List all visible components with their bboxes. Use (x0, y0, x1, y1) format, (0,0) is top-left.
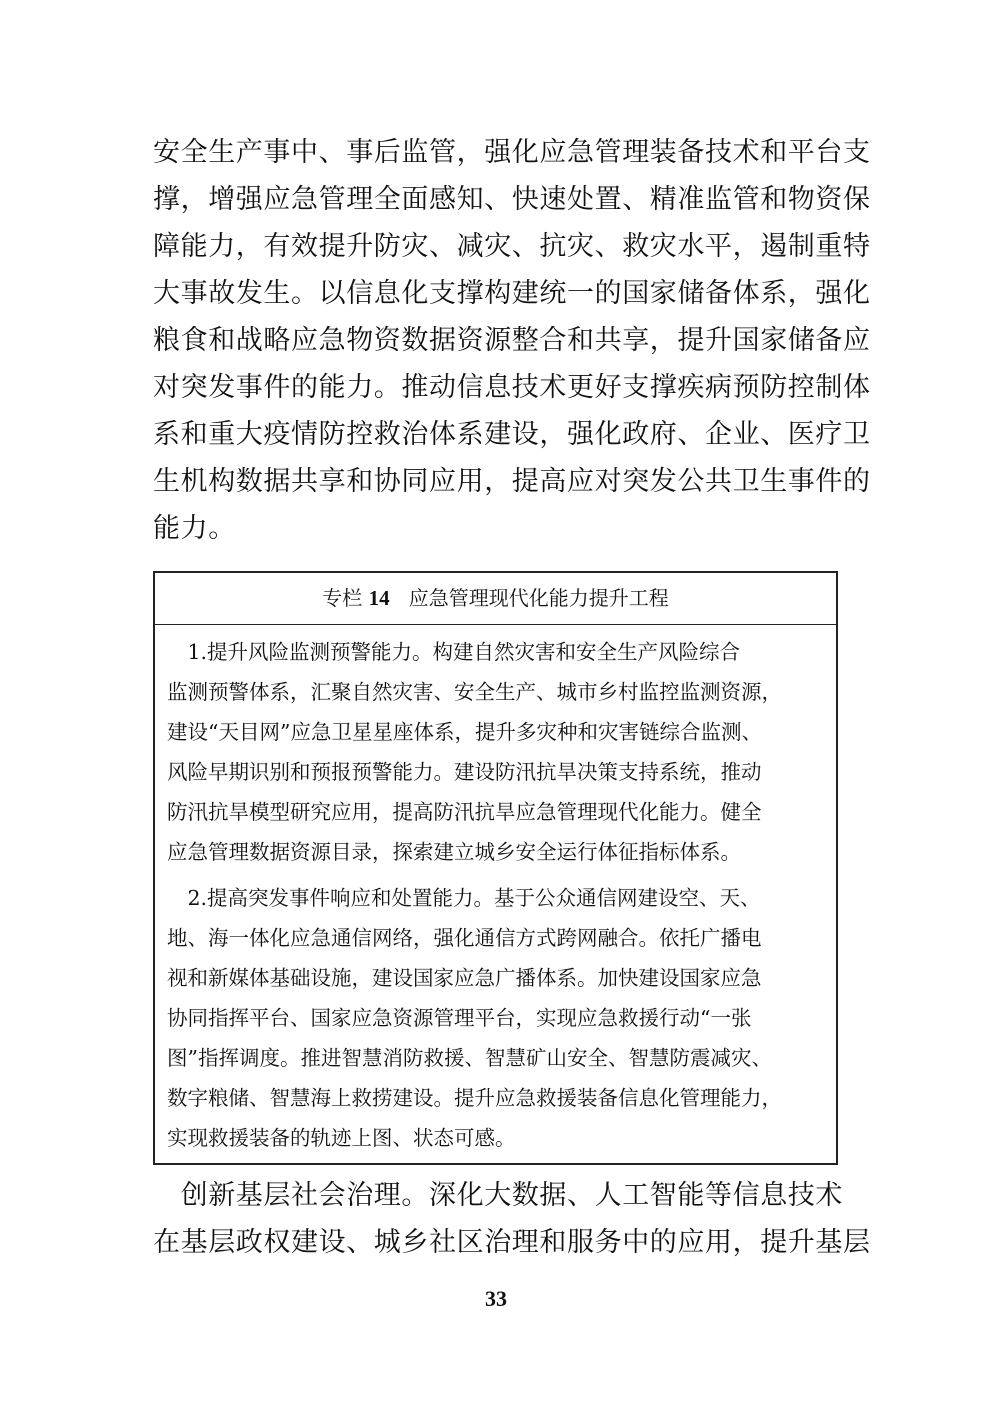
column-title-prefix: 专栏 (322, 586, 363, 610)
column-text-line: 建设“天目网”应急卫星星座体系，提升多灾种和灾害链综合监测、 (167, 720, 762, 744)
text-line: 大事故发生。以信息化支撑构建统一的国家储备体系，强化 (153, 278, 871, 309)
column-box-title (155, 573, 836, 625)
column-text-line: 监测预警体系，汇聚自然灾害、安全生产、城市乡村监控监测资源， (167, 680, 782, 704)
column-text-line: 防汛抗旱模型研究应用，提高防汛抗旱应急管理现代化能力。健全 (167, 800, 762, 824)
column-text-line: 协同指挥平台、国家应急资源管理平台，实现应急救援行动“一张 (167, 1006, 752, 1030)
column-text-line: 1.提升风险监测预警能力。构建自然灾害和安全生产风险综合 (167, 640, 741, 664)
column-text-line: 数字粮储、智慧海上救捞建设。提升应急救援装备信息化管理能力， (167, 1086, 782, 1110)
column-box (153, 571, 838, 1165)
text-line: 障能力，有效提升防灾、减灾、抗灾、救灾水平，遏制重特 (153, 231, 871, 262)
text-line: 在基层政权建设、城乡社区治理和服务中的应用，提升基层 (153, 1227, 871, 1258)
column-title-text: 应急管理现代化能力提升工程 (408, 586, 669, 610)
column-text-line: 实现救援装备的轨迹上图、状态可感。 (167, 1126, 516, 1150)
text-line: 撑，增强应急管理全面感知、快速处置、精准监管和物资保 (153, 184, 871, 215)
text-line: 能力。 (153, 513, 236, 544)
column-text-line: 应急管理数据资源目录，探索建立城乡安全运行体征指标体系。 (167, 840, 741, 864)
text-line: 创新基层社会治理。深化大数据、人工智能等信息技术 (153, 1180, 843, 1211)
text-line: 生机构数据共享和协同应用，提高应对突发公共卫生事件的 (153, 466, 871, 497)
text-line: 系和重大疫情防控救治体系建设，强化政府、企业、医疗卫 (153, 419, 871, 450)
column-text-line: 图”指挥调度。推进智慧消防救援、智慧矿山安全、智慧防震减灾、 (167, 1046, 772, 1070)
column-text-line: 视和新媒体基础设施，建设国家应急广播体系。加快建设国家应急 (167, 966, 762, 990)
column-title-number: 14 (368, 586, 390, 610)
page-number: 33 (485, 1286, 507, 1311)
column-text-line: 地、海一体化应急通信网络，强化通信方式跨网融合。依托广播电 (167, 926, 762, 950)
column-text-line: 2.提高突发事件响应和处置能力。基于公众通信网建设空、天、 (167, 886, 761, 910)
text-line: 粮食和战略应急物资数据资源整合和共享，提升国家储备应 (153, 325, 871, 356)
column-text-line: 风险早期识别和预报预警能力。建设防汛抗旱决策支持系统，推动 (167, 760, 762, 784)
text-line: 对突发事件的能力。推动信息技术更好支撑疾病预防控制体 (153, 372, 871, 403)
text-line: 安全生产事中、事后监管，强化应急管理装备技术和平台支 (153, 137, 871, 168)
